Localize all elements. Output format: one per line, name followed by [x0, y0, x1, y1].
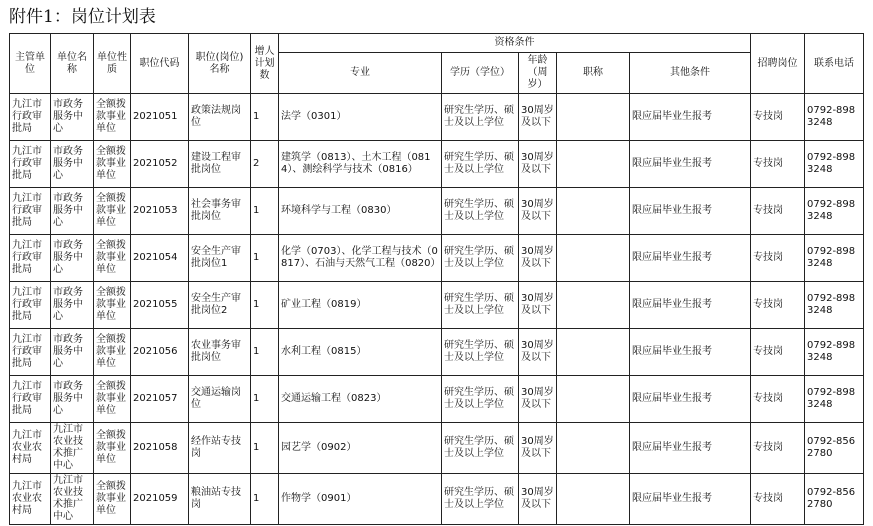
- cell-phone: 0792-8983248: [805, 282, 864, 329]
- cell-other: 限应届毕业生报考: [630, 188, 751, 235]
- cell-job-name: 建设工程审批岗位: [189, 141, 251, 188]
- cell-education: 研究生学历、硕士及以上学位: [442, 474, 519, 525]
- cell-unit-type: 全额拨款事业单位: [94, 235, 131, 282]
- cell-other: 限应届毕业生报考: [630, 94, 751, 141]
- cell-dept: 九江市行政审批局: [10, 329, 51, 376]
- cell-education: 研究生学历、硕士及以上学位: [442, 141, 519, 188]
- cell-phone: 0792-8983248: [805, 141, 864, 188]
- header-qualifications: 资格条件: [279, 34, 751, 53]
- table-row: [10, 94, 864, 141]
- cell-post-type: 专技岗: [751, 94, 805, 141]
- cell-post-type: 专技岗: [751, 423, 805, 474]
- cell-plan-count: 1: [251, 282, 279, 329]
- table-row: [10, 235, 864, 282]
- cell-major: 交通运输工程（0823）: [279, 376, 442, 423]
- cell-plan-count: 1: [251, 188, 279, 235]
- table-row: [10, 329, 864, 376]
- cell-education: 研究生学历、硕士及以上学位: [442, 423, 519, 474]
- cell-title-rank: [557, 235, 630, 282]
- header-education: 学历（学位）: [442, 53, 519, 94]
- cell-dept: 九江市农业农村局: [10, 474, 51, 525]
- cell-job-name: 安全生产审批岗位2: [189, 282, 251, 329]
- cell-unit: 市政务服务中心: [51, 329, 94, 376]
- cell-post-type: 专技岗: [751, 376, 805, 423]
- table-row: [10, 423, 864, 474]
- cell-job-code: 2021055: [131, 282, 189, 329]
- cell-job-name: 交通运输岗位: [189, 376, 251, 423]
- header-age: 年龄（周岁）: [519, 53, 557, 94]
- cell-job-code: 2021053: [131, 188, 189, 235]
- cell-plan-count: 1: [251, 235, 279, 282]
- cell-major: 矿业工程（0819）: [279, 282, 442, 329]
- cell-job-code: 2021052: [131, 141, 189, 188]
- cell-job-code: 2021059: [131, 474, 189, 525]
- cell-job-name: 政策法规岗位: [189, 94, 251, 141]
- cell-unit: 九江市农业技术推广中心: [51, 423, 94, 474]
- cell-dept: 九江市行政审批局: [10, 141, 51, 188]
- cell-unit-type: 全额拨款事业单位: [94, 376, 131, 423]
- cell-phone: 0792-8562780: [805, 423, 864, 474]
- header-dept: 主管单位: [10, 34, 51, 94]
- cell-job-code: 2021057: [131, 376, 189, 423]
- header-post-type: 招聘岗位: [751, 34, 805, 94]
- cell-plan-count: 1: [251, 94, 279, 141]
- cell-major: 园艺学（0902）: [279, 423, 442, 474]
- cell-post-type: 专技岗: [751, 474, 805, 525]
- cell-major: 法学（0301）: [279, 94, 442, 141]
- cell-age: 30周岁及以下: [519, 235, 557, 282]
- header-title-rank: 职称: [557, 53, 630, 94]
- cell-phone: 0792-8983248: [805, 188, 864, 235]
- cell-other: 限应届毕业生报考: [630, 235, 751, 282]
- cell-age: 30周岁及以下: [519, 376, 557, 423]
- cell-unit: 市政务服务中心: [51, 282, 94, 329]
- table-row: [10, 141, 864, 188]
- cell-plan-count: 1: [251, 474, 279, 525]
- cell-education: 研究生学历、硕士及以上学位: [442, 282, 519, 329]
- job-plan-table: [9, 33, 864, 525]
- table-row: [10, 376, 864, 423]
- cell-title-rank: [557, 423, 630, 474]
- header-unit-type: 单位性质: [94, 34, 131, 94]
- cell-unit-type: 全额拨款事业单位: [94, 329, 131, 376]
- cell-post-type: 专技岗: [751, 141, 805, 188]
- cell-age: 30周岁及以下: [519, 141, 557, 188]
- cell-dept: 九江市行政审批局: [10, 376, 51, 423]
- table-row: [10, 282, 864, 329]
- cell-age: 30周岁及以下: [519, 282, 557, 329]
- cell-unit-type: 全额拨款事业单位: [94, 474, 131, 525]
- cell-dept: 九江市行政审批局: [10, 235, 51, 282]
- header-major: 专业: [279, 53, 442, 94]
- header-phone: 联系电话: [805, 34, 864, 94]
- cell-unit-type: 全额拨款事业单位: [94, 141, 131, 188]
- cell-unit-type: 全额拨款事业单位: [94, 423, 131, 474]
- cell-unit-type: 全额拨款事业单位: [94, 282, 131, 329]
- cell-plan-count: 2: [251, 141, 279, 188]
- header-job-code: 职位代码: [131, 34, 189, 94]
- cell-plan-count: 1: [251, 423, 279, 474]
- cell-unit: 九江市农业技术推广中心: [51, 474, 94, 525]
- cell-unit: 市政务服务中心: [51, 141, 94, 188]
- cell-unit: 市政务服务中心: [51, 94, 94, 141]
- cell-other: 限应届毕业生报考: [630, 329, 751, 376]
- cell-phone: 0792-8983248: [805, 235, 864, 282]
- cell-major: 水利工程（0815）: [279, 329, 442, 376]
- cell-education: 研究生学历、硕士及以上学位: [442, 376, 519, 423]
- cell-title-rank: [557, 474, 630, 525]
- cell-age: 30周岁及以下: [519, 329, 557, 376]
- cell-dept: 九江市行政审批局: [10, 188, 51, 235]
- cell-dept: 九江市行政审批局: [10, 282, 51, 329]
- cell-unit-type: 全额拨款事业单位: [94, 94, 131, 141]
- cell-unit-type: 全额拨款事业单位: [94, 188, 131, 235]
- cell-phone: 0792-8983248: [805, 329, 864, 376]
- header-other: 其他条件: [630, 53, 751, 94]
- cell-post-type: 专技岗: [751, 188, 805, 235]
- cell-other: 限应届毕业生报考: [630, 282, 751, 329]
- cell-job-name: 经作站专技岗: [189, 423, 251, 474]
- cell-post-type: 专技岗: [751, 282, 805, 329]
- cell-education: 研究生学历、硕士及以上学位: [442, 235, 519, 282]
- table-row: [10, 474, 864, 525]
- cell-job-code: 2021058: [131, 423, 189, 474]
- cell-age: 30周岁及以下: [519, 423, 557, 474]
- table-body: [10, 94, 864, 525]
- cell-job-code: 2021056: [131, 329, 189, 376]
- cell-job-code: 2021051: [131, 94, 189, 141]
- cell-major: 建筑学（0813）、土木工程（0814）、测绘科学与技术（0816）: [279, 141, 442, 188]
- cell-education: 研究生学历、硕士及以上学位: [442, 94, 519, 141]
- cell-job-name: 安全生产审批岗位1: [189, 235, 251, 282]
- cell-other: 限应届毕业生报考: [630, 376, 751, 423]
- cell-post-type: 专技岗: [751, 329, 805, 376]
- cell-other: 限应届毕业生报考: [630, 474, 751, 525]
- cell-dept: 九江市农业农村局: [10, 423, 51, 474]
- cell-age: 30周岁及以下: [519, 188, 557, 235]
- cell-major: 作物学（0901）: [279, 474, 442, 525]
- cell-unit: 市政务服务中心: [51, 188, 94, 235]
- table-row: [10, 188, 864, 235]
- cell-phone: 0792-8983248: [805, 94, 864, 141]
- cell-major: 环境科学与工程（0830）: [279, 188, 442, 235]
- header-job-name: 职位(岗位)名称: [189, 34, 251, 94]
- cell-unit: 市政务服务中心: [51, 376, 94, 423]
- cell-other: 限应届毕业生报考: [630, 141, 751, 188]
- cell-dept: 九江市行政审批局: [10, 94, 51, 141]
- cell-title-rank: [557, 94, 630, 141]
- cell-job-name: 粮油站专技岗: [189, 474, 251, 525]
- cell-title-rank: [557, 282, 630, 329]
- header-plan-count: 增人计划数: [251, 34, 279, 94]
- cell-phone: 0792-8562780: [805, 474, 864, 525]
- cell-title-rank: [557, 188, 630, 235]
- cell-age: 30周岁及以下: [519, 94, 557, 141]
- cell-title-rank: [557, 376, 630, 423]
- cell-unit: 市政务服务中心: [51, 235, 94, 282]
- cell-job-name: 社会事务审批岗位: [189, 188, 251, 235]
- cell-title-rank: [557, 141, 630, 188]
- cell-major: 化学（0703）、化学工程与技术（0817）、石油与天然气工程（0820）: [279, 235, 442, 282]
- cell-job-name: 农业事务审批岗位: [189, 329, 251, 376]
- cell-title-rank: [557, 329, 630, 376]
- cell-post-type: 专技岗: [751, 235, 805, 282]
- cell-job-code: 2021054: [131, 235, 189, 282]
- cell-plan-count: 1: [251, 329, 279, 376]
- page-title: 附件1：岗位计划表: [9, 7, 156, 27]
- cell-phone: 0792-8983248: [805, 376, 864, 423]
- cell-education: 研究生学历、硕士及以上学位: [442, 329, 519, 376]
- cell-other: 限应届毕业生报考: [630, 423, 751, 474]
- cell-education: 研究生学历、硕士及以上学位: [442, 188, 519, 235]
- cell-age: 30周岁及以下: [519, 474, 557, 525]
- cell-plan-count: 1: [251, 376, 279, 423]
- header-unit-name: 单位名称: [51, 34, 94, 94]
